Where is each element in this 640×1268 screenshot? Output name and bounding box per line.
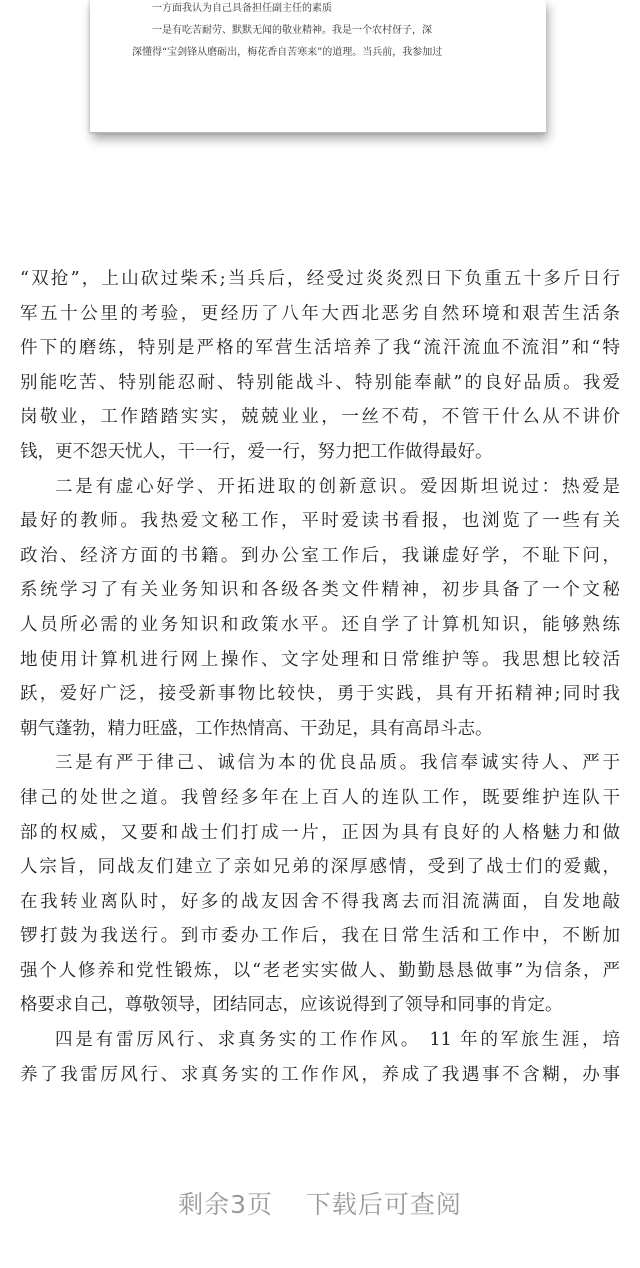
paragraph-start-line: 三是有严于律己、诚信为本的优良品质。我信奉诚实待人、严于 <box>55 753 620 774</box>
remaining-pages-label[interactable]: 剩余3页 <box>178 1190 273 1219</box>
text-line: 别能吃苦、特别能忍耐、特别能战斗、特别能奉献”的良好品质。我爱 <box>20 372 620 393</box>
text-line: 锣打鼓为我送行。到市委办工作后，我在日常生活和工作中，不断加 <box>20 926 620 947</box>
paragraph-start-line: 二是有虚心好学、开拓进取的创新意识。爱因斯坦说过：热爱是 <box>55 476 620 497</box>
text-line: 人宗旨，同战友们建立了亲如兄弟的深厚感情，受到了战士们的爱戴， <box>20 857 620 878</box>
text-line: 钱，更不怨天忧人，干一行，爱一行，努力把工作做得最好。 <box>20 441 493 462</box>
text-line: 件下的磨练，特别是严格的军营生活培养了我“流汗流血不流泪”和“特 <box>20 338 620 359</box>
preview-line: 一是有吃苦耐劳、默默无闻的敬业精神。我是一个农村伢子，深 <box>152 25 432 36</box>
text-line: 跃，爱好广泛，接受新事物比较快，勇于实践，具有开拓精神;同时我 <box>20 684 620 705</box>
text-line: 地使用计算机进行网上操作、文字处理和日常维护等。我思想比较活 <box>20 649 620 670</box>
page-preview-card <box>90 0 546 133</box>
text-line: 人员所必需的业务知识和政策水平。还自学了计算机知识，能够熟练 <box>20 614 620 635</box>
text-line: 朝气蓬勃，精力旺盛，工作热情高、干劲足，具有高昂斗志。 <box>20 718 493 739</box>
text-line: 岗敬业，工作踏踏实实，兢兢业业，一丝不苟，不管干什么从不讲价 <box>20 407 620 428</box>
paragraph-start-line: 四是有雷厉风行、求真务实的工作作风。 11 年的军旅生涯，培 <box>55 1030 620 1051</box>
text-line: “双抢”，上山砍过柴禾;当兵后，经受过炎炎烈日下负重五十多斤日行 <box>20 269 620 289</box>
text-line: 格要求自己，尊敬领导，团结同志，应该说得到了领导和同事的肯定。 <box>20 995 563 1016</box>
text-line: 部的权威，又要和战士们打成一片，正因为具有良好的人格魅力和做 <box>20 822 620 843</box>
text-line: 强个人修养和党性锻炼，以“老老实实做人、勤勤恳恳做事”为信条，严 <box>20 960 620 981</box>
preview-line: 一方面我认为自己具备担任副主任的素质 <box>152 3 332 14</box>
text-line: 律己的处世之道。我曾经多年在上百人的连队工作，既要维护连队干 <box>20 787 620 808</box>
download-to-read-more-banner[interactable] <box>0 1185 640 1221</box>
text-line: 在我转业离队时，好多的战友因舍不得我离去而泪流满面，自发地敲 <box>20 891 620 912</box>
text-line: 最好的教师。我热爱文秘工作，平时爱读书看报，也浏览了一些有关 <box>20 511 620 532</box>
download-to-view-label[interactable]: 下载后可查阅 <box>305 1190 462 1219</box>
preview-line: 深懂得“宝剑锋从磨砺出，梅花香自苦寒来”的道理。当兵前，我参加过 <box>132 47 443 58</box>
document-body <box>20 262 620 1092</box>
text-line: 军五十公里的考验，更经历了八年大西北恶劣自然环境和艰苦生活条 <box>20 303 620 324</box>
text-line: 养了我雷厉风行、求真务实的工作作风，养成了我遇事不含糊，办事 <box>20 1064 620 1085</box>
text-line: 系统学习了有关业务知识和各级各类文件精神，初步具备了一个文秘 <box>20 580 620 601</box>
text-line: 政治、经济方面的书籍。到办公室工作后，我谦虚好学，不耻下问， <box>20 545 620 566</box>
